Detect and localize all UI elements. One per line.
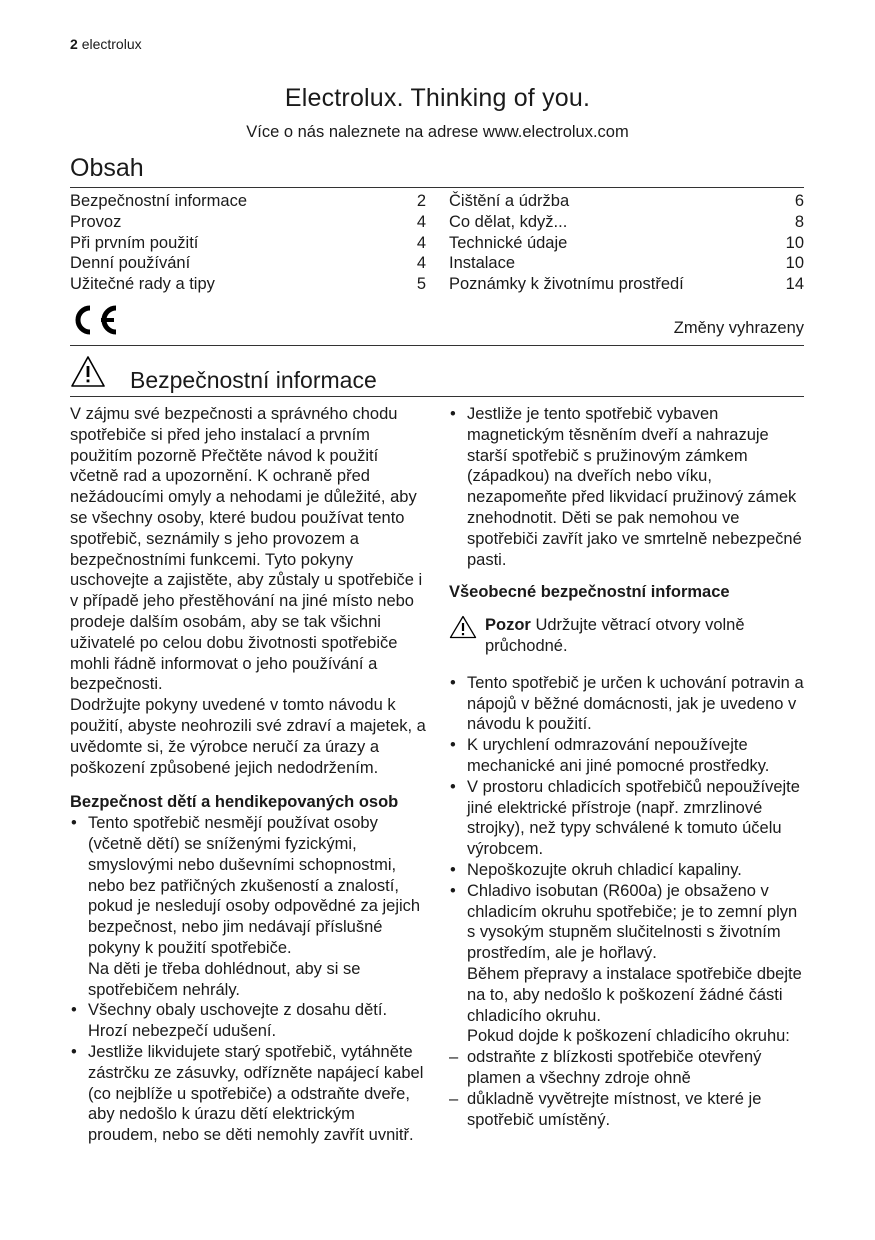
toc-entry[interactable] — [449, 253, 804, 274]
toc-entry-label: Instalace — [449, 254, 516, 273]
ce-mark-icon — [68, 302, 120, 338]
toc-entry-label: Technické údaje — [449, 233, 568, 252]
list-item: – odstraňte z blízkosti spotřebiče otevřený plamen a všechny zdroje ohně — [449, 1047, 805, 1089]
warning-icon — [70, 355, 106, 388]
changes-reserved: Změny vyhrazeny — [673, 319, 804, 337]
warning-icon — [449, 615, 477, 639]
safety-intro-paragraph: V zájmu své bezpečnosti a správného chodu spotřebiče si před jeho instalací a prvním použitím pozorně Přečtěte návod k použití včetně rad a upozornění. K ochraně před nežádoucími omyly a nehodami je důležité, aby se všechny osoby, které budou používat tento spotřebič, seznámily s jeho provozem a bezpečnostními funkcemi. Tyto pokyny uschovejte a zajistěte, aby zůstaly u spotřebiče i v případě jeho přestěhování na jiné místo nebo prodeje dalším osobám, aby se tak všichni uživatelé po celou dobu životnosti spotřebiče mohli řádně informovat o jeho používání a bezpečnosti. — [70, 405, 423, 694]
toc-entry[interactable] — [70, 191, 426, 212]
list-item: • Tento spotřebič je určen k uchování potravin a nápojů v běžné domácnosti, jak je uvedeno v návodu k použití. — [449, 673, 805, 735]
toc-entry-page: 4 — [416, 212, 426, 231]
toc-entry[interactable] — [70, 233, 426, 254]
right-column — [449, 404, 805, 1130]
list-item: • Všechny obaly uschovejte z dosahu dětí. Hrozí nebezpečí udušení. — [70, 1000, 426, 1042]
toc-entry[interactable] — [449, 233, 804, 254]
toc-right-column — [449, 191, 804, 295]
toc-entry[interactable] — [70, 253, 426, 274]
list-item-note: Na děti je třeba dohlédnout, aby si se spotřebičem nehrály. — [88, 959, 361, 999]
section-title-divider — [70, 396, 804, 397]
toc-entry-page: 5 — [416, 275, 426, 294]
toc-entry-page: 10 — [785, 233, 804, 252]
toc-entry-label: Provoz — [70, 212, 122, 231]
toc-left-column — [70, 191, 426, 295]
list-item: • Jestliže je tento spotřebič vybaven magnetickým těsněním dveří a nahrazuje starší spotřebič s pružinovým zámkem (západkou) na dveřích nebo víku, nezapomeňte před likvidací pružinový zámek znehodnotit. Děti se pak nemohou ve spotřebiči zavřít jako ve smrtelně nebezpečné pasti. — [449, 404, 805, 570]
damage-note: Pokud dojde k poškození chladicího okruhu: — [467, 1027, 790, 1046]
toc-entry-page: 10 — [785, 254, 804, 273]
toc-entry[interactable] — [449, 191, 804, 212]
children-safety-heading: Bezpečnost dětí a hendikepovaných osob — [70, 793, 399, 812]
toc-entry[interactable] — [70, 212, 426, 233]
toc-entry-page: 2 — [416, 192, 426, 210]
toc-entry-label: Čištění a údržba — [449, 192, 570, 210]
caution-text: Udržujte větrací otvory volně průchodné. — [485, 616, 745, 655]
left-column — [70, 404, 426, 1146]
toc-entry-label: Poznámky k životnímu prostředí — [449, 275, 684, 294]
toc-entry-label: Při prvním použití — [70, 233, 199, 252]
toc-entry-page: 6 — [794, 192, 804, 210]
list-item: • V prostoru chladicích spotřebičů nepoužívejte jiné elektrické přístroje (např. zmrzlinové strojky), než typy schválené k tomuto účelu výrobcem. — [449, 777, 805, 860]
toc-entry-label: Bezpečnostní informace — [70, 192, 248, 210]
safety-section-title: Bezpečnostní informace — [130, 367, 377, 393]
brand-title: Electrolux. Thinking of you. — [284, 84, 591, 112]
toc-entry-label: Denní používání — [70, 254, 191, 273]
safety-intro-paragraph: Dodržujte pokyny uvedené v tomto návodu k použití, abyste neohrozili své zdraví a majetek, a uvědomte si, že výrobce neručí za úrazy a poškození způsobené jejich nedodržením. — [70, 696, 426, 777]
list-item-text: Tento spotřebič nesmějí používat osoby (včetně dětí) se sníženými fyzickými, smyslovými nebo duševními schopnostmi, nebo bez patřičných zkušeností a znalostí, pokud je nesledují osoby odpovědné za jejich bezpečnost, nebo jim nedávají příslušné pokyny k použití spotřebiče. — [88, 814, 421, 957]
toc-entry[interactable] — [449, 212, 804, 233]
brand-subtitle: Více o nás naleznete na adrese www.electrolux.com — [246, 123, 629, 141]
list-item: • Chladivo isobutan (R600a) je obsaženo v chladicím okruhu spotřebiče; je to zemní plyn s vysokým stupněm slučitelnosti s životním prostředím, ale je hořlavý. — [449, 881, 805, 964]
toc-entry[interactable] — [449, 274, 804, 295]
general-safety-heading: Všeobecné bezpečnostní informace — [449, 583, 730, 602]
section-divider — [70, 345, 804, 346]
page-number: 2 — [70, 36, 78, 52]
toc-divider — [70, 187, 804, 188]
caution-label: Pozor — [485, 616, 531, 635]
toc-entry[interactable] — [70, 274, 426, 295]
toc-title: Obsah — [70, 154, 144, 182]
page-header — [70, 36, 142, 52]
toc-entry-page: 4 — [416, 254, 426, 273]
header-brand: electrolux — [81, 36, 142, 52]
toc-entry-page: 14 — [785, 275, 804, 294]
list-item: • Nepoškozujte okruh chladicí kapaliny. — [449, 860, 805, 881]
list-item: – důkladně vyvětrejte místnost, ve které je spotřebič umístěný. — [449, 1089, 805, 1131]
transport-note: Během přepravy a instalace spotřebiče dbejte na to, aby nedošlo k poškození žádné části chladicího okruhu. — [467, 964, 802, 1025]
toc-entry-page: 4 — [416, 233, 426, 252]
list-item — [70, 813, 426, 1000]
list-item: • K urychlení odmrazování nepoužívejte mechanické ani jiné pomocné prostředky. — [449, 735, 805, 777]
list-item: • Jestliže likvidujete starý spotřebič, vytáhněte zástrčku ze zásuvky, odřízněte napájecí kabel (co nejblíže u spotřebiče) a odstraňte dveře, aby nedošlo k úrazu dětí elektrickým proudem, nebo se děti nemohly zavřít uvnitř. — [70, 1042, 426, 1146]
toc-entry-page: 8 — [794, 212, 804, 231]
toc-entry-label: Co dělat, když... — [449, 212, 568, 231]
caution-note — [449, 615, 805, 657]
toc-entry-label: Užitečné rady a tipy — [70, 275, 215, 294]
